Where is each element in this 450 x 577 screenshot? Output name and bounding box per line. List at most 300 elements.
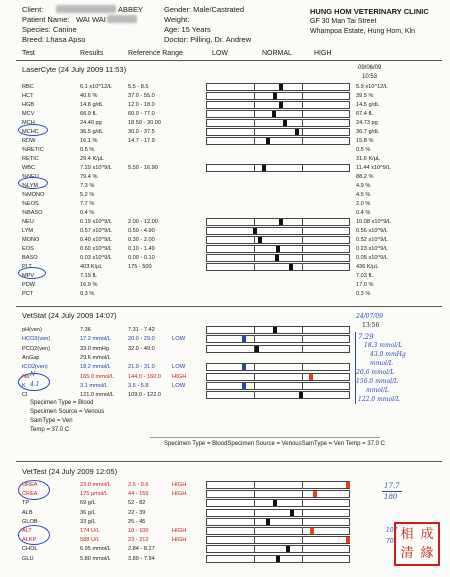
previous-result: 0.5 % xyxy=(356,147,371,153)
result-row xyxy=(0,173,450,182)
reference-range: 5.50 - 16.90 xyxy=(128,165,158,171)
test-result: 36.5 g/dL xyxy=(80,129,104,135)
range-bar xyxy=(206,373,350,381)
test-result: 0.4 % xyxy=(80,210,95,216)
result-marker xyxy=(273,500,277,506)
previous-result: 88.2 % xyxy=(356,174,374,180)
header-rule xyxy=(16,60,442,61)
result-row xyxy=(0,290,450,299)
result-row xyxy=(0,218,450,227)
test-result: 69 g/L xyxy=(80,500,96,507)
test-result: 0.03 x10^9/L xyxy=(80,255,112,261)
test-result: 7.3 % xyxy=(80,183,95,189)
result-row xyxy=(0,83,450,92)
test-result: 3.1 mmol/L xyxy=(80,382,108,389)
previous-result: 11.44 x10^9/L xyxy=(356,165,391,171)
reference-range: 32.0 - 49.0 xyxy=(128,345,155,352)
result-row xyxy=(0,245,450,254)
reference-range: 52 - 82 xyxy=(128,500,146,507)
test-name: BASO xyxy=(22,255,38,261)
test-result: 23.0 mmol/L xyxy=(80,482,111,488)
test-result: 6.1 x10^12/L xyxy=(80,84,112,90)
test-name: CREA xyxy=(22,491,38,498)
reference-range: 0.50 - 4.90 xyxy=(128,228,155,234)
previous-result: 15.8 % xyxy=(356,138,374,144)
specimen-footer: Specimen Type = BloodSpecimen Source = VenousSamType = Ven Temp = 37.0 C xyxy=(164,441,385,447)
result-row xyxy=(0,146,450,155)
handwritten-cl: 122.0 mmol/L xyxy=(358,396,400,403)
test-result: 14.8 g/dL xyxy=(80,102,104,108)
test-result: 5.2 % xyxy=(80,192,95,198)
test-name: HGB xyxy=(22,102,35,108)
samtype: SamType = Ven xyxy=(30,418,73,424)
specimen-footer-rule xyxy=(150,437,380,438)
result-flag: LOW xyxy=(172,382,186,389)
test-name: GLU xyxy=(22,555,34,562)
test-name: MCV xyxy=(22,111,35,117)
reference-range: 0.30 - 2.00 xyxy=(128,237,155,243)
pen-circle-wbc xyxy=(18,177,48,189)
result-flag: HIGH xyxy=(172,373,187,380)
range-bar xyxy=(206,382,350,390)
result-flag: HIGH xyxy=(172,491,187,498)
result-row xyxy=(0,128,450,137)
reference-range: 5.5 - 8.5 xyxy=(128,84,149,90)
result-marker xyxy=(242,336,246,342)
reference-range: 44 - 159 xyxy=(128,491,149,498)
test-name: ALB xyxy=(22,509,33,516)
range-bar xyxy=(206,236,350,244)
result-row xyxy=(0,137,450,146)
red-seal-stamp xyxy=(394,522,440,566)
vetstat-rule xyxy=(16,306,442,307)
result-row xyxy=(0,209,450,218)
result-marker xyxy=(290,510,294,516)
reference-range: 0.00 - 0.10 xyxy=(128,255,155,261)
previous-result: 14.5 g/dL xyxy=(356,102,380,108)
previous-result: 0.52 x10^9/L xyxy=(356,237,388,243)
result-marker xyxy=(310,528,314,534)
reference-range: 25 - 45 xyxy=(128,518,146,525)
test-result: 7.29 x10^9/L xyxy=(80,165,112,171)
reference-range: 2.5 - 9.6 xyxy=(128,482,149,488)
range-bar xyxy=(206,101,350,109)
test-result: 121.0 mmol/L xyxy=(80,392,114,399)
result-marker xyxy=(309,374,313,380)
test-name: ALKP xyxy=(22,537,37,544)
test-name: %BASO xyxy=(22,210,43,216)
test-result: 174 U/L xyxy=(80,528,100,534)
test-result: 5.80 mmol/L xyxy=(80,555,111,562)
result-marker xyxy=(346,482,350,488)
col-range: Reference Range xyxy=(128,50,183,57)
col-low: LOW xyxy=(212,50,228,57)
result-marker xyxy=(276,556,280,562)
result-row xyxy=(0,326,450,335)
result-row xyxy=(0,509,450,518)
range-bar xyxy=(206,110,350,118)
result-marker xyxy=(242,364,246,370)
result-row xyxy=(0,119,450,128)
range-bar xyxy=(206,137,350,145)
result-flag: HIGH xyxy=(172,528,187,534)
previous-result: 4.5 % xyxy=(356,192,371,198)
test-name: Cl xyxy=(22,392,28,399)
range-bar xyxy=(206,164,350,172)
previous-result: 10.08 x10^9/L xyxy=(356,219,391,225)
reference-range: 175 - 500 xyxy=(128,264,152,270)
result-row xyxy=(0,254,450,263)
test-result: 6.95 mmol/L xyxy=(80,546,111,553)
result-row xyxy=(0,182,450,191)
test-result: 588 U/L xyxy=(80,537,100,544)
range-bar xyxy=(206,490,350,498)
handwritten-pco2: 43.0 mmHg xyxy=(370,351,406,358)
result-marker xyxy=(253,228,257,234)
range-bar xyxy=(206,254,350,262)
result-marker xyxy=(266,519,270,525)
reference-range: 18.50 - 30.00 xyxy=(128,120,161,126)
temperature: Temp = 37.0 C xyxy=(30,427,70,433)
test-name: MPV xyxy=(22,273,35,279)
previous-result: 17.0 % xyxy=(356,282,374,288)
reference-range: 7.31 - 7.42 xyxy=(128,327,155,333)
test-result: 0.40 x10^9/L xyxy=(80,237,112,243)
range-bar xyxy=(206,481,350,489)
result-row xyxy=(0,281,450,290)
col-results: Results xyxy=(80,50,104,57)
result-row xyxy=(0,555,450,564)
result-marker xyxy=(283,120,287,126)
lasercyte-prev-time: 10:53 xyxy=(362,74,378,80)
result-flag: LOW xyxy=(172,336,186,343)
test-result: 0.3 % xyxy=(80,291,95,297)
range-bar xyxy=(206,545,350,553)
species: Species: Canine xyxy=(22,25,77,34)
result-marker xyxy=(273,93,277,99)
handwritten-k: mmol/L xyxy=(366,387,389,394)
result-row xyxy=(0,499,450,508)
result-marker xyxy=(273,327,277,333)
test-result: 0.57 x10^9/L xyxy=(80,228,112,234)
test-name: tCO2(ven) xyxy=(22,364,48,371)
test-name: MONO xyxy=(22,237,40,243)
range-bar xyxy=(206,518,350,526)
age: Age: 15 Years xyxy=(164,25,211,34)
range-bar xyxy=(206,92,350,100)
specimen-source: Specimen Source = Venous xyxy=(30,409,105,415)
seal-char-1: 相 xyxy=(400,527,414,542)
result-row xyxy=(0,518,450,527)
range-bar xyxy=(206,218,350,226)
test-result: 40.6 % xyxy=(80,93,98,99)
previous-result: 36.7 g/dL xyxy=(356,129,380,135)
test-name: RDW xyxy=(22,138,36,144)
test-result: 18.2 mmol/L xyxy=(80,364,111,371)
handwritten-na-note: N xyxy=(30,371,36,378)
result-marker xyxy=(295,129,299,135)
test-result: 6.19 x10^9/L xyxy=(80,219,112,225)
col-high: HIGH xyxy=(314,50,332,57)
breed: Breed: Lhasa Apso xyxy=(22,35,86,44)
result-marker xyxy=(276,246,280,252)
reference-range: 2.84 - 8.27 xyxy=(128,546,155,553)
redacted-patient-surname xyxy=(107,15,137,23)
result-marker xyxy=(275,255,279,261)
result-marker xyxy=(266,138,270,144)
range-bar xyxy=(206,555,350,563)
result-marker xyxy=(279,219,283,225)
col-normal: NORMAL xyxy=(262,50,292,57)
reference-range: 0.10 - 1.49 xyxy=(128,246,155,252)
pen-circle-alt-alkp xyxy=(18,525,50,545)
reference-range: 23 - 212 xyxy=(128,537,149,544)
lasercyte-prev-date: 09/06/09 xyxy=(358,65,382,71)
test-name: HCO3(ven) xyxy=(22,336,51,343)
test-name: PLT xyxy=(22,264,32,270)
test-name: WBC xyxy=(22,165,36,171)
redacted-client-name xyxy=(56,5,116,13)
col-test: Test xyxy=(22,50,35,57)
reference-range: 109.0 - 122.0 xyxy=(128,392,161,399)
result-marker xyxy=(272,111,276,117)
specimen-type: Specimen Type = Blood xyxy=(30,400,94,406)
weight: Weight: xyxy=(164,15,190,24)
handwritten-alt-note: 107 xyxy=(386,527,398,534)
reference-range: 60.0 - 77.0 xyxy=(128,111,155,117)
result-marker xyxy=(242,383,246,389)
lasercyte-title: LaserCyte (24 July 2009 11:53) xyxy=(22,65,127,74)
reference-range: 3.5 - 5.8 xyxy=(128,382,149,389)
range-bar xyxy=(206,119,350,127)
test-name: Na xyxy=(22,373,30,380)
test-result: 17.2 mmol/L xyxy=(80,336,111,343)
range-bar xyxy=(206,363,350,371)
test-name: RETIC xyxy=(22,156,39,162)
previous-result: 0.05 x10^9/L xyxy=(356,255,388,261)
reference-range: 12.0 - 18.0 xyxy=(128,102,155,108)
test-result: 16.1 % xyxy=(80,138,98,144)
range-bar xyxy=(206,245,350,253)
test-result: 175 μmol/L xyxy=(80,491,108,498)
test-result: 33.0 mmHg xyxy=(80,345,109,352)
test-name: PDW xyxy=(22,282,36,288)
result-row xyxy=(0,227,450,236)
previous-result: 2.0 % xyxy=(356,201,371,207)
client-label: Client: xyxy=(22,5,44,14)
handwritten-k-note: 4.1 xyxy=(30,381,40,388)
client-name: ABBEY xyxy=(118,5,144,14)
previous-result: 0.56 x10^9/L xyxy=(356,228,388,234)
test-name: EOS xyxy=(22,246,34,252)
test-name: TP xyxy=(22,500,30,507)
test-result: 16.9 % xyxy=(80,282,98,288)
range-bar xyxy=(206,326,350,334)
result-row xyxy=(0,101,450,110)
seal-char-2: 成 xyxy=(420,527,434,542)
pen-underline-urea xyxy=(382,491,402,492)
handwritten-tco2: 20.6 mmol/L xyxy=(356,369,395,376)
previous-result: 39.5 % xyxy=(356,93,374,99)
pen-circle-plt xyxy=(18,267,46,279)
result-marker xyxy=(346,537,350,543)
result-row xyxy=(0,481,450,490)
test-result: 29.6 mmol/L xyxy=(80,354,111,361)
previous-result: 436 K/μL xyxy=(356,264,379,270)
range-bar xyxy=(206,391,350,399)
handwritten-alkp-note: 701 xyxy=(386,538,398,545)
test-result: 66.9 fL xyxy=(80,111,98,117)
test-result: 165.0 mmol/L xyxy=(80,373,114,380)
test-name: HCT xyxy=(22,93,34,99)
test-name: %EOS xyxy=(22,201,39,207)
reference-range: 144.0 - 160.0 xyxy=(128,373,161,380)
previous-result: 5.9 x10^12/L xyxy=(356,84,388,90)
range-bar xyxy=(206,263,350,271)
reference-range: 10 - 100 xyxy=(128,528,149,534)
pen-bracket-vetstat xyxy=(355,332,356,404)
previous-result: 0.3 % xyxy=(356,291,371,297)
result-row xyxy=(0,191,450,200)
previous-result: 4.9 % xyxy=(356,183,371,189)
range-bar xyxy=(206,345,350,353)
vettest-title: VetTest (24 July 2009 12:05) xyxy=(22,467,118,476)
result-row xyxy=(0,155,450,164)
range-bar xyxy=(206,128,350,136)
test-name: ALT xyxy=(22,528,32,534)
result-row xyxy=(0,200,450,209)
result-flag: HIGH xyxy=(172,482,187,488)
seal-char-3: 清 xyxy=(400,546,414,561)
handwritten-crea-note: 180 xyxy=(384,493,398,501)
reference-range: 22 - 39 xyxy=(128,509,146,516)
test-result: 24.40 pg xyxy=(80,120,102,126)
handwritten-vetstat-date: 24/07/09 xyxy=(356,313,383,320)
result-marker xyxy=(313,491,317,497)
test-result: 29.4 K/μL xyxy=(80,156,105,162)
result-row xyxy=(0,92,450,101)
result-flag: HIGH xyxy=(172,537,187,544)
gender: Gender: Male/Castrated xyxy=(164,5,245,14)
test-name: UREA xyxy=(22,482,38,488)
previous-result: 67.4 fL xyxy=(356,111,374,117)
reference-range: 37.0 - 55.0 xyxy=(128,93,155,99)
result-row xyxy=(0,263,450,272)
reference-range: 20.0 - 29.0 xyxy=(128,336,155,343)
test-result: 0.5 % xyxy=(80,147,95,153)
test-result: 33 g/L xyxy=(80,518,96,525)
patient-name: WAI WAI xyxy=(76,15,106,24)
test-result: 7.19 fL xyxy=(80,273,98,279)
seal-char-4: 緣 xyxy=(420,546,434,561)
test-result: 7.7 % xyxy=(80,201,95,207)
result-marker xyxy=(289,264,293,270)
test-name: %LYM xyxy=(22,183,39,189)
test-name: PCO2(ven) xyxy=(22,345,50,352)
range-bar xyxy=(206,509,350,517)
range-bar xyxy=(206,335,350,343)
result-flag: LOW xyxy=(172,364,186,371)
test-result: 36 g/L xyxy=(80,509,96,516)
test-name: pH(ven) xyxy=(22,327,42,333)
reference-range: 21.0 - 31.0 xyxy=(128,364,155,371)
reference-range: 14.7 - 17.9 xyxy=(128,138,155,144)
range-bar xyxy=(206,83,350,91)
test-name: NEU xyxy=(22,219,34,225)
test-name: PCT xyxy=(22,291,34,297)
result-marker xyxy=(262,165,266,171)
vettest-rule xyxy=(16,461,442,462)
clinic-address-line1: GF 30 Man Tai Street xyxy=(310,18,377,25)
result-marker xyxy=(286,546,290,552)
test-name: RBC xyxy=(22,84,34,90)
range-bar xyxy=(206,499,350,507)
test-name: %NEU xyxy=(22,174,39,180)
test-name: MCH xyxy=(22,120,35,126)
reference-range: 3.89 - 7.94 xyxy=(128,555,155,562)
result-row xyxy=(0,110,450,119)
result-row xyxy=(0,536,450,545)
handwritten-vetstat-time: 13:56 xyxy=(362,322,380,329)
clinic-address-line2: Whampoa Estate, Hung Hom, Kln xyxy=(310,28,416,35)
range-bar xyxy=(206,227,350,235)
result-row xyxy=(0,527,450,536)
result-marker xyxy=(279,84,283,90)
test-name: AnGap xyxy=(22,354,40,361)
handwritten-hco3: 18.3 mmol/L xyxy=(364,342,403,349)
previous-result: 0.23 x10^9/L xyxy=(356,246,388,252)
vetstat-title: VetStat (24 July 2009 14:07) xyxy=(22,311,117,320)
previous-result: 24.73 pg xyxy=(356,120,378,126)
result-row xyxy=(0,236,450,245)
test-result: 403 K/μL xyxy=(80,264,103,270)
result-row xyxy=(0,164,450,173)
result-marker xyxy=(258,237,262,243)
result-marker xyxy=(299,392,303,398)
pen-circle-rbc xyxy=(18,124,48,136)
handwritten-urea-note: 17.7 xyxy=(384,482,400,490)
test-name: CHOL xyxy=(22,546,38,553)
test-name: GLOB xyxy=(22,518,38,525)
test-name: K xyxy=(22,382,26,389)
result-marker xyxy=(279,102,283,108)
test-result: 0.60 x10^9/L xyxy=(80,246,112,252)
result-marker xyxy=(255,346,259,352)
range-bar xyxy=(206,536,350,544)
test-name: %RETIC xyxy=(22,147,44,153)
test-result: 79.4 % xyxy=(80,174,98,180)
result-row xyxy=(0,272,450,281)
range-bar xyxy=(206,527,350,535)
test-name: %MONO xyxy=(22,192,45,198)
previous-result: 0.4 % xyxy=(356,210,371,216)
clinic-name: HUNG HOM VETERINARY CLINIC xyxy=(310,7,429,16)
handwritten-angap: mmol/L xyxy=(370,360,393,367)
handwritten-ph: 7.29 xyxy=(358,333,374,341)
reference-range: 2.00 - 12.00 xyxy=(128,219,158,225)
handwritten-na: 156.0 mmol/L xyxy=(356,378,398,385)
patient-label: Patient Name: xyxy=(22,15,70,24)
test-result: 7.36 xyxy=(80,327,91,333)
reference-range: 30.0 - 37.5 xyxy=(128,129,155,135)
doctor: Doctor: Pilling, Dr. Andrew xyxy=(164,35,252,44)
previous-result: 31.6 K/μL xyxy=(356,156,381,162)
test-name: LYM xyxy=(22,228,34,234)
result-row xyxy=(0,545,450,554)
pen-circle-urea-crea xyxy=(18,480,50,500)
previous-result: 7.03 fL xyxy=(356,273,374,279)
test-name: MCHC xyxy=(22,129,39,135)
